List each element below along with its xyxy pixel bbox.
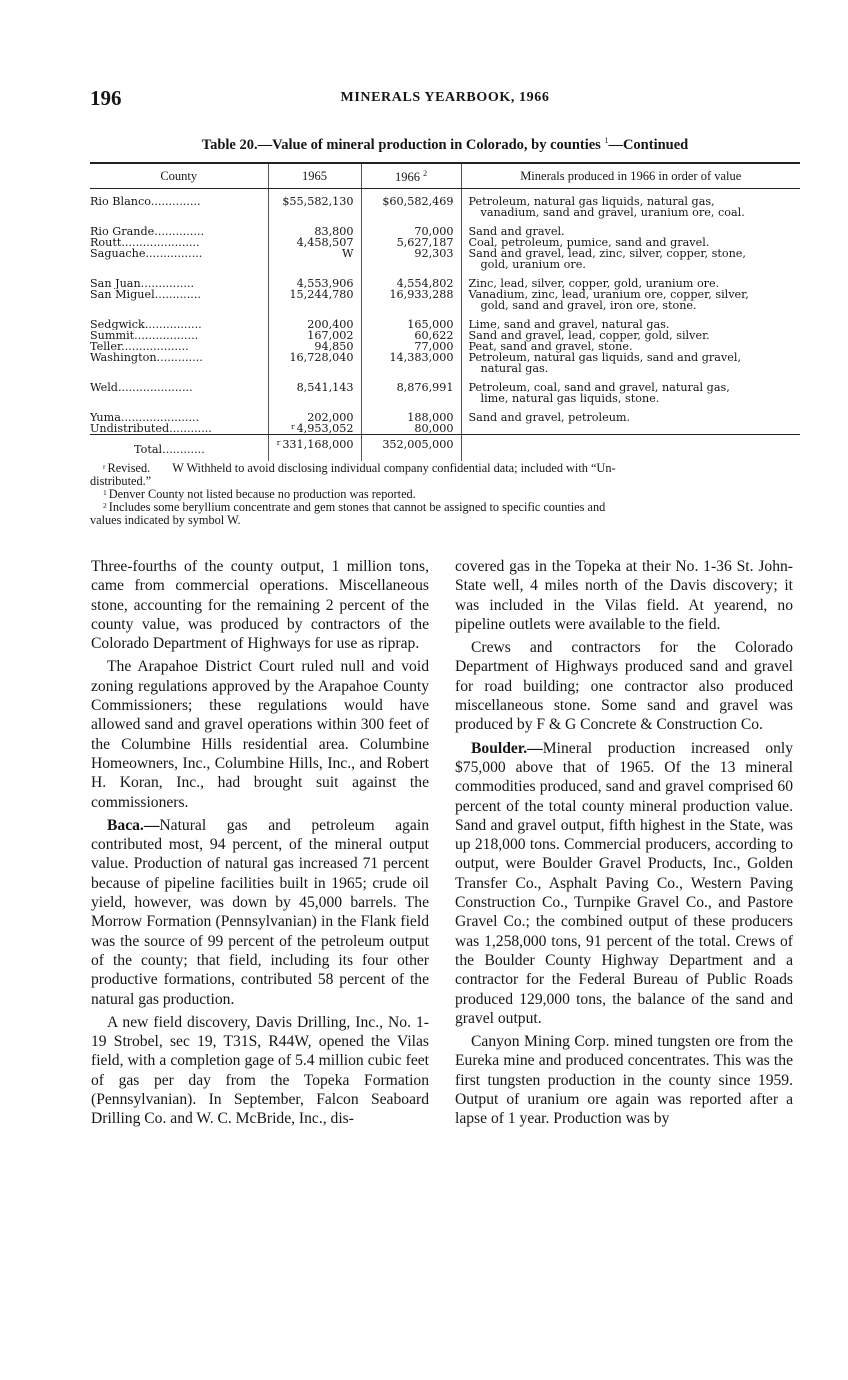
dot-leader: ............ bbox=[169, 423, 212, 435]
minerals-text: Zinc, lead, silver, copper, gold, uranium ore. bbox=[468, 277, 720, 290]
minerals-text: Lime, sand and gravel, natural gas. bbox=[468, 318, 670, 331]
county-cell bbox=[90, 189, 268, 219]
total-1966-cell bbox=[361, 435, 461, 462]
value-1966-cell bbox=[361, 248, 461, 270]
county-name: Summit bbox=[90, 330, 135, 341]
county-name: Yuma bbox=[90, 411, 121, 423]
dot-leader: ................ bbox=[145, 248, 203, 260]
value-1966-cell bbox=[361, 311, 461, 330]
production-table-wrapper bbox=[90, 162, 800, 461]
minerals-text: Petroleum, coal, sand and gravel, natural gas, bbox=[468, 381, 730, 394]
footnote-marker: 1 bbox=[103, 488, 107, 497]
county-cell bbox=[90, 374, 268, 404]
table-row bbox=[90, 374, 800, 404]
county-name: Teller bbox=[90, 341, 122, 352]
county-name: Washington bbox=[90, 352, 157, 364]
value-1966-cell bbox=[361, 423, 461, 435]
minerals-text: Sand and gravel, lead, copper, gold, silver. bbox=[468, 329, 710, 342]
minerals-cell bbox=[461, 404, 800, 423]
county-name: Routt bbox=[90, 237, 122, 248]
value-1965: 200,400 bbox=[307, 318, 354, 331]
county-cell bbox=[90, 289, 268, 311]
value-1966-cell bbox=[361, 289, 461, 311]
minerals-cell bbox=[461, 352, 800, 374]
value-1965: 4,553,906 bbox=[296, 277, 354, 290]
column-header-1966-label: 1966 bbox=[394, 170, 420, 185]
column-header-1966 bbox=[361, 163, 461, 189]
county-name: San Juan bbox=[90, 277, 141, 289]
minerals-text: Coal, petroleum, pumice, sand and gravel. bbox=[468, 236, 710, 249]
footnote-1-text: Denver County not listed because no production was reported. bbox=[108, 487, 416, 501]
table-row bbox=[90, 189, 800, 219]
body-column-right bbox=[455, 557, 793, 1133]
minerals-cell bbox=[461, 311, 800, 330]
value-1966: 5,627,187 bbox=[396, 236, 454, 249]
value-1966: 60,622 bbox=[414, 329, 454, 342]
county-name: Undistributed bbox=[90, 423, 170, 435]
dot-leader: .................. bbox=[134, 330, 199, 341]
value-1965-cell bbox=[268, 404, 361, 423]
total-label: Total bbox=[134, 443, 163, 456]
value-1965-cell bbox=[268, 248, 361, 270]
county-cell bbox=[90, 311, 268, 330]
minerals-text: Sand and gravel, lead, zinc, silver, copper, stone, bbox=[468, 247, 746, 260]
value-1966-cell bbox=[361, 404, 461, 423]
dot-leader: ................ bbox=[144, 318, 202, 330]
county-cell bbox=[90, 218, 268, 237]
section-lead-boulder: Boulder.— bbox=[471, 739, 543, 757]
table-row bbox=[90, 248, 800, 270]
value-1966: 16,933,288 bbox=[389, 288, 454, 301]
footnote-withheld: W Withheld to avoid disclosing individual company confidential data; included with “Un- bbox=[172, 461, 616, 475]
minerals-cell bbox=[461, 218, 800, 237]
table-row bbox=[90, 218, 800, 237]
minerals-cell bbox=[461, 270, 800, 289]
dot-leader: ............. bbox=[156, 352, 203, 364]
dot-leader: ................... bbox=[121, 341, 189, 352]
dot-leader: ...................... bbox=[120, 411, 200, 423]
value-1965-cell bbox=[268, 352, 361, 374]
value-1965: $55,582,130 bbox=[282, 195, 354, 208]
dot-leader: .............. bbox=[150, 195, 201, 208]
footnote-marker: 2 bbox=[103, 501, 107, 510]
minerals-text-cont: vanadium, sand and gravel, uranium ore, coal. bbox=[480, 206, 745, 219]
value-1966: 165,000 bbox=[407, 318, 454, 331]
footnote-2-text: Includes some beryllium concentrate and gem stones that cannot be assigned to specific counties and bbox=[108, 500, 606, 514]
county-name: Rio Blanco bbox=[90, 195, 151, 208]
footnote-revised-text: Revised. bbox=[107, 461, 151, 475]
table-caption-suffix: —Continued bbox=[608, 136, 689, 153]
minerals-cell bbox=[461, 423, 800, 435]
value-1965-cell bbox=[268, 218, 361, 237]
table-row bbox=[90, 289, 800, 311]
publication-title: MINERALS YEARBOOK, 1966 bbox=[340, 90, 550, 105]
paragraph: A new field discovery, Davis Drilling, Inc., No. 1-19 Strobel, sec 19, T31S, R44W, opened the Vilas field, with a completion gage of 5.4 million cubic feet of gas per day from the Topeka Formation (Pennsylvanian). In September, Falcon Seaboard Drilling Co. and W. C. McBride, Inc., dis- bbox=[91, 1013, 429, 1128]
table-row bbox=[90, 423, 800, 435]
value-1965: 94,850 bbox=[314, 340, 354, 353]
value-1965-cell bbox=[268, 189, 361, 219]
table-row bbox=[90, 311, 800, 330]
dot-leader: ............... bbox=[140, 277, 195, 289]
value-1966: 14,383,000 bbox=[389, 351, 454, 364]
county-cell bbox=[90, 404, 268, 423]
footnote-ref: 1 bbox=[604, 136, 609, 145]
value-1966-cell bbox=[361, 270, 461, 289]
county-name: Saguache bbox=[90, 248, 146, 260]
value-1966: $60,582,469 bbox=[382, 195, 454, 208]
value-1965: 4,458,507 bbox=[296, 236, 354, 249]
minerals-cell bbox=[461, 374, 800, 404]
paragraph: covered gas in the Topeka at their No. 1-36 St. John-State well, 4 miles north of the Davis discovery; it was included in the Vilas field. At yearend, no pipeline outlets were available to the field. bbox=[455, 558, 793, 633]
minerals-text: Peat, sand and gravel, stone. bbox=[468, 340, 633, 353]
total-1965: 331,168,000 bbox=[282, 438, 354, 451]
column-header-county: County bbox=[90, 163, 268, 189]
footnote-withheld-cont: distributed.” bbox=[90, 474, 152, 488]
dot-leader: .............. bbox=[154, 225, 205, 237]
revised-marker: r bbox=[290, 422, 295, 431]
value-1966: 188,000 bbox=[407, 411, 454, 424]
page-number: 196 bbox=[90, 86, 122, 110]
county-name: Rio Grande bbox=[90, 225, 155, 237]
footnote-ref: 2 bbox=[423, 169, 428, 179]
dot-leader: ............. bbox=[154, 289, 201, 301]
footnote-2-cont: values indicated by symbol W. bbox=[90, 513, 241, 527]
total-minerals-cell bbox=[461, 435, 800, 462]
value-1965: W bbox=[342, 247, 354, 260]
minerals-cell bbox=[461, 248, 800, 270]
table-row bbox=[90, 270, 800, 289]
minerals-text-cont: gold, sand and gravel, iron ore, stone. bbox=[480, 299, 697, 312]
county-cell bbox=[90, 270, 268, 289]
county-name: Weld bbox=[90, 381, 118, 394]
value-1966: 77,000 bbox=[414, 340, 454, 353]
value-1965: 15,244,780 bbox=[289, 288, 354, 301]
paragraph: Canyon Mining Corp. mined tungsten ore from the Eureka mine and produced concentrates. This was the first tungsten production in the county since 1959. Output of uranium ore again was reported after a lapse of 1 year. Production was by bbox=[455, 1033, 793, 1128]
value-1965-cell bbox=[268, 270, 361, 289]
minerals-text: Petroleum, natural gas liquids, sand and gravel, bbox=[468, 351, 742, 364]
footnote-marker: r bbox=[103, 462, 106, 471]
paragraph-text: Mineral production increased only $75,000 above that of 1965. Of the 13 mineral commodities produced, sand and gravel comprised 60 percent of the total county mineral production value. Sand and gravel output, fifth highest in the State, was up 218,000 tons. Commercial producers, according to output, were Boulder Gravel Products, Inc., Golden Transfer Co., Asphalt Paving Co., Western Paving Construction Co., Turnpike Gravel Co., and Pastore Gravel Co.; the combined output of these producers was 1,258,000 tons, 91 percent of the total. Crews of the Boulder County Highway Department and a contractor for the Federal Bureau of Public Roads produced 129,000 tons, the balance of the sand and gravel output. bbox=[455, 739, 793, 1027]
minerals-text: Vanadium, zinc, lead, uranium ore, copper, silver, bbox=[468, 288, 749, 301]
value-1965: 4,953,052 bbox=[296, 422, 354, 435]
dot-leader: ............ bbox=[162, 443, 205, 456]
value-1966-cell bbox=[361, 374, 461, 404]
value-1965-cell bbox=[268, 289, 361, 311]
table-header-row bbox=[90, 163, 800, 189]
minerals-text: Sand and gravel, petroleum. bbox=[468, 411, 631, 424]
county-cell bbox=[90, 237, 268, 248]
value-1965: 202,000 bbox=[307, 411, 354, 424]
paragraph-text: Natural gas and petroleum again contributed most, 94 percent, of the mineral output value. Production of natural gas increased 71 percent because of pipeline facilities built in 1965; crude oil yield, however, was down by 45,000 barrels. The Morrow Formation (Pennsylvanian) in the Flank field was the source of 99 percent of the petroleum output of the county; that field, including its four other productive formations, contributed 58 percent of the natural gas production. bbox=[91, 816, 429, 1008]
dot-leader: ..................... bbox=[117, 381, 193, 394]
paragraph-boulder bbox=[455, 739, 793, 1028]
county-name: Sedgwick bbox=[90, 318, 145, 330]
value-1966-cell bbox=[361, 218, 461, 237]
paragraph-baca bbox=[91, 816, 429, 1009]
value-1965: 8,541,143 bbox=[296, 381, 354, 394]
value-1966: 92,303 bbox=[414, 247, 454, 260]
paragraph: The Arapahoe District Court ruled null and void zoning regulations approved by the Arapahoe County Commissioners; these regulations would have allowed sand and gravel operations within 300 feet of the Columbine Hills residential area. Columbine Homeowners, Inc., Columbine Hills, Inc., and Robert H. Koran, Inc., had brought suit against the commissioners. bbox=[91, 658, 429, 811]
county-cell bbox=[90, 341, 268, 352]
county-cell bbox=[90, 423, 268, 435]
table-caption-text: Table 20.—Value of mineral production in Colorado, by counties bbox=[201, 136, 601, 153]
minerals-text-cont: lime, natural gas liquids, stone. bbox=[480, 392, 660, 405]
minerals-text: Petroleum, natural gas liquids, natural gas, bbox=[468, 195, 715, 208]
value-1966-cell bbox=[361, 189, 461, 219]
dot-leader: ...................... bbox=[121, 237, 200, 248]
county-cell bbox=[90, 248, 268, 270]
table-row bbox=[90, 404, 800, 423]
value-1966: 8,876,991 bbox=[396, 381, 454, 394]
value-1965: 83,800 bbox=[314, 225, 354, 238]
paragraph: Crews and contractors for the Colorado Department of Highways produced sand and gravel for road building; one contractor also produced miscellaneous stone. Some sand and gravel was produced by F & G Concrete & Construction Co. bbox=[455, 639, 793, 734]
total-1965-cell bbox=[268, 435, 361, 462]
value-1965-cell bbox=[268, 423, 361, 435]
minerals-cell bbox=[461, 189, 800, 219]
table-row bbox=[90, 352, 800, 374]
total-1966: 352,005,000 bbox=[382, 438, 454, 451]
minerals-text-cont: natural gas. bbox=[480, 362, 549, 375]
running-header bbox=[90, 86, 800, 110]
minerals-text-cont: gold, uranium ore. bbox=[480, 258, 586, 271]
value-1966: 70,000 bbox=[414, 225, 454, 238]
value-1966: 80,000 bbox=[414, 422, 454, 435]
table-total-row bbox=[90, 435, 800, 462]
county-name: San Miguel bbox=[90, 289, 155, 301]
table-caption bbox=[90, 136, 800, 154]
column-header-minerals: Minerals produced in 1966 in order of value bbox=[461, 163, 800, 189]
production-table bbox=[90, 162, 800, 461]
county-cell bbox=[90, 352, 268, 374]
total-label-cell bbox=[90, 435, 268, 462]
column-header-1965: 1965 bbox=[268, 163, 361, 189]
county-cell bbox=[90, 330, 268, 341]
minerals-cell bbox=[461, 289, 800, 311]
section-lead-baca: Baca.— bbox=[107, 816, 160, 834]
paragraph: Three-fourths of the county output, 1 million tons, came from commercial operations. Miscellaneous stone, accounting for the remaining 2 percent of the county value, was produced by contractors of the Colorado Department of Highways for use as riprap. bbox=[91, 558, 429, 653]
value-1966-cell bbox=[361, 352, 461, 374]
table-footnotes bbox=[90, 462, 792, 527]
body-column-left bbox=[91, 557, 429, 1133]
value-1965: 167,002 bbox=[307, 329, 354, 342]
footnote-revised bbox=[90, 462, 792, 475]
value-1965-cell bbox=[268, 311, 361, 330]
minerals-text: Sand and gravel. bbox=[468, 225, 565, 238]
value-1966: 4,554,802 bbox=[396, 277, 454, 290]
revised-marker: r bbox=[276, 438, 281, 447]
value-1965: 16,728,040 bbox=[289, 351, 354, 364]
value-1965-cell bbox=[268, 374, 361, 404]
